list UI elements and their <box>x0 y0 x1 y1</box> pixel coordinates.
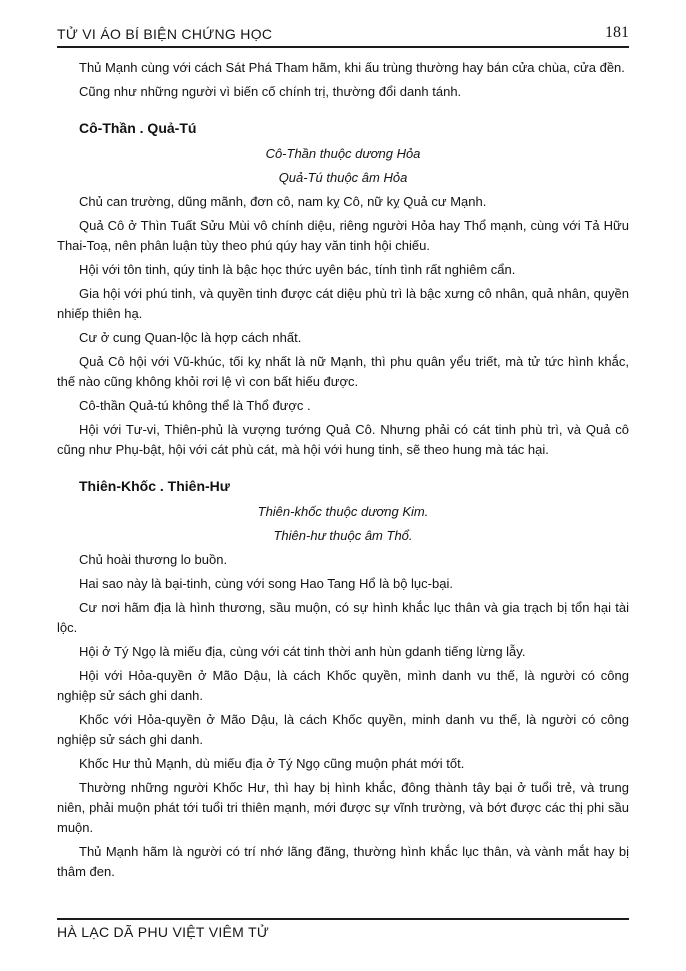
paragraph: Quả Cô hội với Vũ-khúc, tối kỵ nhất là nữ Mạnh, thì phu quân yểu triết, mà tử tức hình khắc, thế nào cũng không khỏi rơi lệ vì con bất hiếu được. <box>57 354 629 389</box>
element-attribute-line: Thiên-khốc thuộc dương Kim. <box>257 504 429 519</box>
paragraph: Thủ Mạnh hãm là người có trí nhớ lãng đãng, thường hình khắc lục thân, và vành mắt hay bị thâm đen. <box>57 844 629 879</box>
paragraph: Khốc Hư thủ Mạnh, dù miếu địa ở Tý Ngọ cũng muộn phát mới tốt. <box>79 756 465 771</box>
page-footer <box>57 918 629 942</box>
page-body <box>57 58 629 886</box>
page-header <box>57 24 629 48</box>
section-heading-co-than-qua-tu: Cô-Thần . Quả-Tú <box>79 120 197 136</box>
paragraph: Hội ở Tý Ngọ là miếu địa, cùng với cát tinh thời anh hùn gdanh tiếng lừng lẫy. <box>79 644 526 659</box>
paragraph: Hội với tôn tinh, qúy tinh là bậc học thức uyên bác, tính tình rất nghiêm cẩn. <box>79 262 516 277</box>
element-attribute-line: Quả-Tú thuộc âm Hỏa <box>278 170 408 185</box>
paragraph: Khốc với Hỏa-quyền ở Mão Dậu, là cách Khốc quyền, minh danh vu thế, là người có công nghiệp sử sách ghi danh. <box>57 712 629 747</box>
paragraph: Hai sao này là bại-tinh, cùng với song Hao Tang Hổ là bộ lục-bại. <box>79 576 453 591</box>
paragraph: Cô-thần Quả-tú không thể là Thổ được . <box>79 398 311 413</box>
paragraph: Quả Cô ở Thìn Tuất Sửu Mùi vô chính diệu, riêng người Hỏa hay Thổ mạnh, cùng với Tả Hữu Thai-Toạ, nên phân luận tùy theo phú qúy hay văn tinh hội chiếu. <box>57 218 629 253</box>
paragraph: Thủ Mạnh cùng với cách Sát Phá Tham hãm, khi ấu trùng thường hay bán cửa chùa, cửa đền. <box>79 60 625 75</box>
paragraph: Gia hội với phú tinh, và quyền tinh được cát diệu phù trì là bậc xưng cô nhân, quả nhân, quyền nhiếp thiên hạ. <box>57 286 629 321</box>
running-title: TỬ VI ÁO BÍ BIỆN CHỨNG HỌC <box>57 26 273 42</box>
footer-author-text: HÀ LẠC DÃ PHU VIỆT VIÊM TỬ <box>57 924 270 940</box>
paragraph: Hội với Tư-vi, Thiên-phủ là vượng tướng Quả Cô. Nhưng phải có cát tinh phù trì, và Quả cô cũng như Phụ-bật, hội với cát phù cát, mà hội với hung tinh, sẽ theo hung mà tác hại. <box>57 422 629 457</box>
element-attribute-line: Thiên-hư thuộc âm Thổ. <box>273 528 413 543</box>
paragraph: Cư nơi hãm địa là hình thương, sầu muộn, có sự hình khắc lục thân và gia trạch bị tổn hại tài lộc. <box>57 600 629 635</box>
paragraph: Hội với Hỏa-quyền ở Mão Dậu, là cách Khốc quyền, mình danh vu thế, là người có công nghiệp sử sách ghi danh. <box>57 668 629 703</box>
paragraph: Chủ hoài thương lo buồn. <box>79 552 228 567</box>
paragraph: Chủ can trường, dũng mãnh, đơn cô, nam kỵ Cô, nữ kỵ Quả cư Mạnh. <box>79 194 487 209</box>
paragraph: Thường những người Khốc Hư, thì hay bị hình khắc, đông thành tây bại ở tuổi trẻ, và trung niên, phải muộn phát tới tuổi tri thiên mạnh, mới được sự vĩnh trường, và bớt được các thị phi sầu muộn. <box>57 780 629 835</box>
page-number: 181 <box>605 24 629 41</box>
paragraph: Cư ở cung Quan-lộc là hợp cách nhất. <box>79 330 302 345</box>
paragraph: Cũng như những người vì biến cố chính trị, thường đổi danh tánh. <box>79 84 462 99</box>
element-attribute-line: Cô-Thần thuộc dương Hỏa <box>265 146 421 161</box>
section-heading-thien-khoc-thien-hu: Thiên-Khốc . Thiên-Hư <box>79 478 230 494</box>
